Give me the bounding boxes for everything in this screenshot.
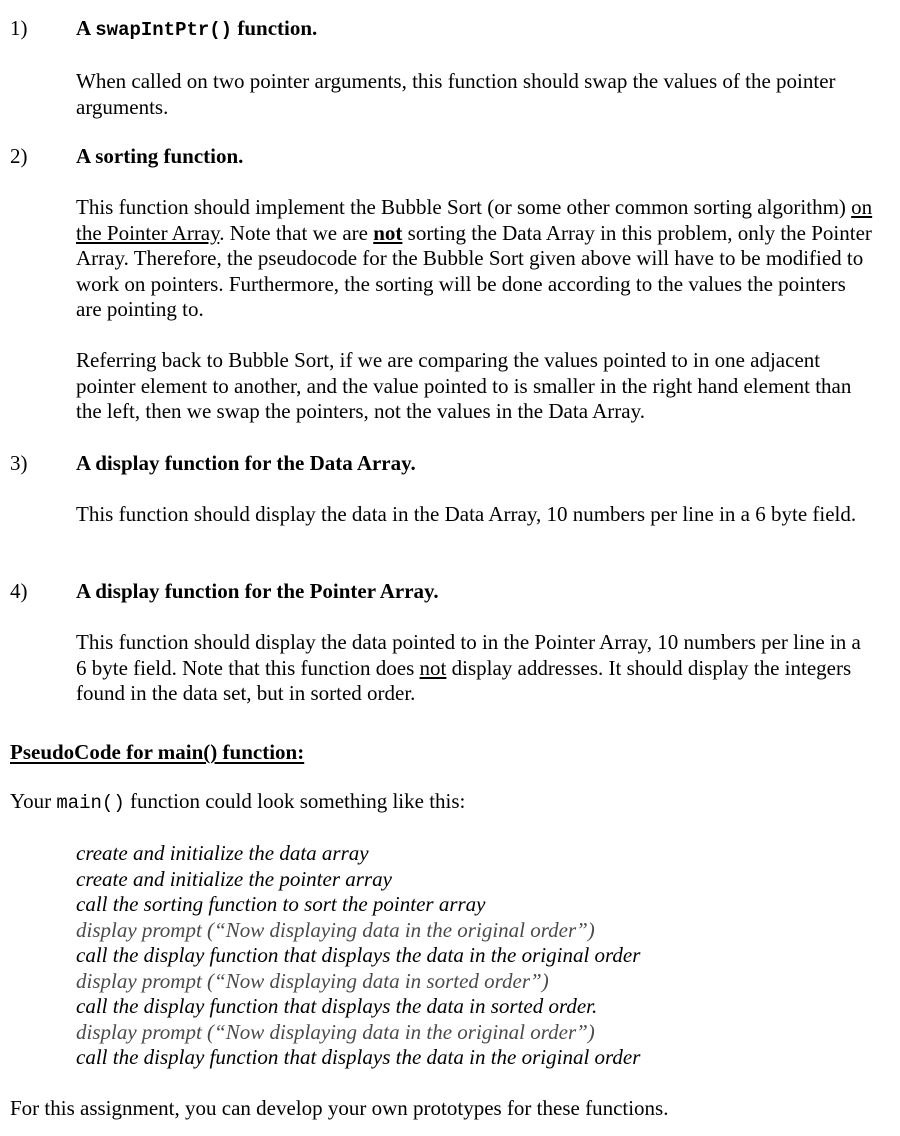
paragraph-text: This function should display the data pointed to in the Pointer Array, 10 numbers per line in a 6 byte field. Note that this function does [76, 630, 861, 680]
pseudocode-line: call the display function that displays the data in the original order [76, 1045, 641, 1069]
pseudocode-line: display prompt (“Now displaying data in the original order”) [76, 1019, 595, 1044]
function-name-code: swapIntPtr() [95, 19, 233, 41]
pseudocode-intro [10, 789, 465, 817]
pseudocode-line: call the sorting function to sort the pointer array [76, 892, 486, 916]
pseudocode-line: create and initialize the pointer array [76, 866, 392, 891]
emphasis-not: not [373, 220, 403, 245]
item-heading: A display function for the Pointer Array. [76, 579, 439, 603]
paragraph-text: This function should implement the Bubble Sort (or some other common sorting algorithm) [76, 195, 852, 219]
intro-text: function could look something like this: [124, 789, 466, 813]
heading-text: A [76, 16, 96, 40]
footer-note: For this assignment, you can develop your own prototypes for these functions. [10, 1096, 669, 1120]
intro-text: Your [10, 789, 57, 813]
pseudocode-heading: PseudoCode for main() function: [10, 740, 305, 764]
item-number: 3) [10, 451, 28, 475]
item-paragraph: This function should display the data in the Data Array, 10 numbers per line in a 6 byte field. [76, 502, 857, 526]
item-heading: A display function for the Data Array. [76, 451, 416, 475]
item-heading: A sorting function. [76, 144, 244, 168]
pseudocode-line: create and initialize the data array [76, 841, 369, 865]
item-number: 1) [10, 16, 28, 40]
main-function-code: main() [56, 792, 125, 814]
item-paragraph [76, 195, 876, 323]
item-heading [76, 16, 876, 44]
item-number: 4) [10, 579, 28, 603]
paragraph-text: display addresses. It should display the integers found in the data set, but in sorted order. [76, 655, 852, 705]
pseudocode-block [76, 841, 640, 1071]
heading-text: function. [232, 16, 318, 40]
underlined-text: on the Pointer Array [76, 195, 873, 245]
item-number: 2) [10, 144, 28, 168]
item-paragraph: When called on two pointer arguments, this function should swap the values of the pointer arguments. [76, 69, 836, 119]
pseudocode-line: display prompt (“Now displaying data in the original order”) [76, 917, 595, 942]
item-paragraph [76, 630, 876, 707]
underlined-not: not [419, 655, 447, 680]
paragraph-text: sorting the Data Array in this problem, only the Pointer Array. Therefore, the pseudocode for the Bubble Sort given above will have to be modified to work on pointers. Furthermore, the sorting will be done according to the values the pointers are pointing to. [76, 220, 872, 321]
pseudocode-line: call the display function that displays the data in sorted order. [76, 994, 598, 1018]
item-paragraph: Referring back to Bubble Sort, if we are comparing the values pointed to in one adjacent pointer element to another, and the value pointed to is smaller in the right hand element than the left, then we swap the pointers, not the values in the Data Array. [76, 348, 852, 423]
paragraph-text: . Note that we are [219, 220, 374, 245]
pseudocode-line: call the display function that displays the data in the original order [76, 943, 641, 967]
pseudocode-line: display prompt (“Now displaying data in sorted order”) [76, 968, 549, 993]
